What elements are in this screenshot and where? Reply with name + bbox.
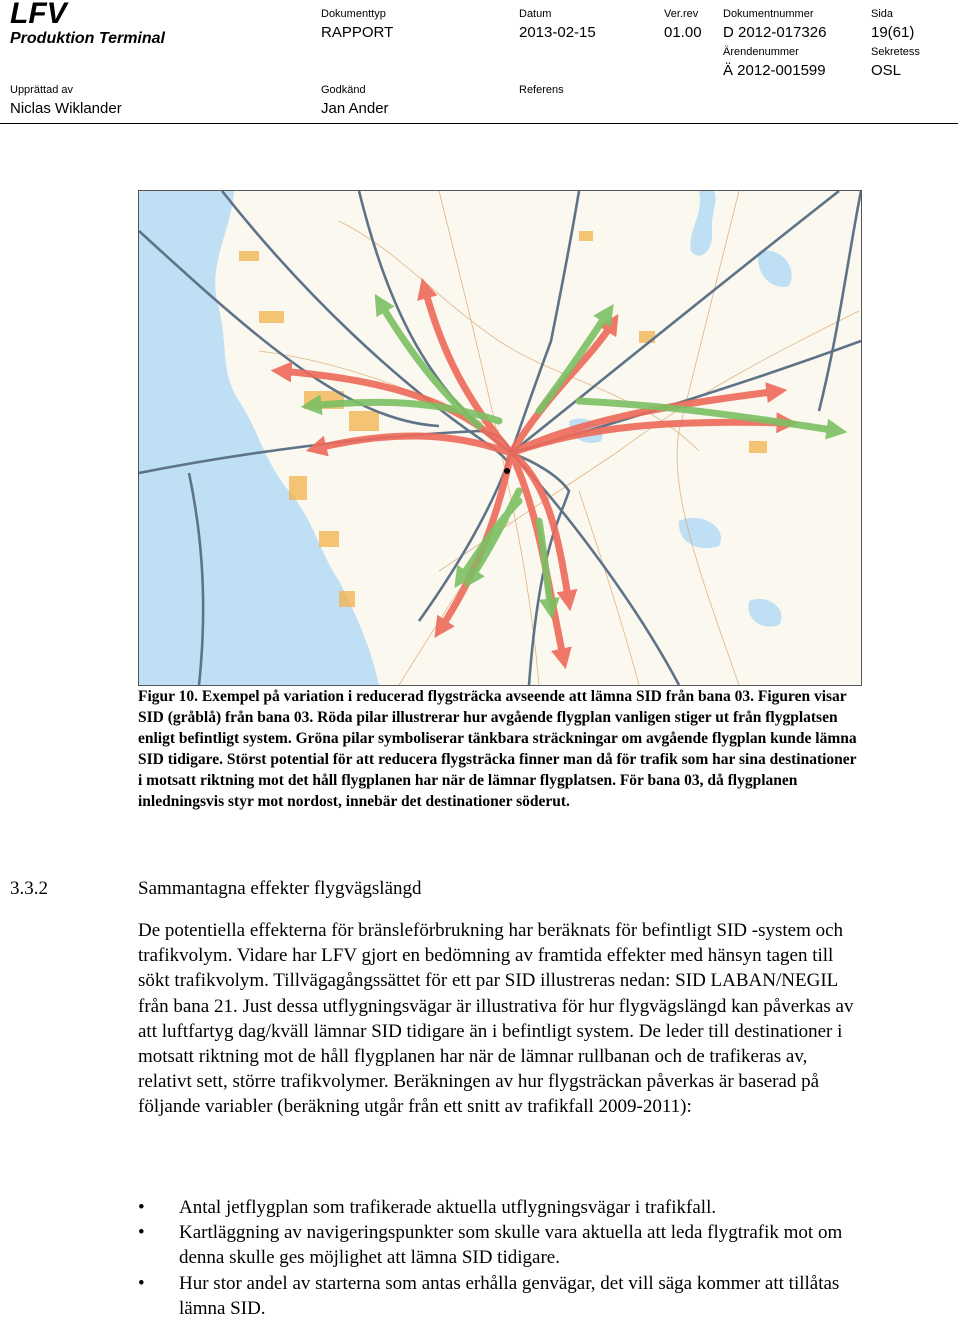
section-number: 3.3.2 [10,878,48,899]
section-title: Sammantagna effekter flygvägslängd [138,878,422,899]
docnum-label: Dokumentnummer [723,8,814,20]
list-item [138,1271,858,1321]
approved-label: Godkänd [321,84,366,96]
bullet-icon: • [138,1197,145,1218]
page-label: Sida [871,8,894,20]
lfv-logo: LFV [10,0,67,30]
list-item-text: Kartläggning av navigeringspunkter som skulle vara aktuella att leda flygtrafik mot om denna skulle ges möjlighet att lämna SID tidigare. [179,1222,843,1269]
date-value: 2013-02-15 [519,24,596,41]
docnum-value: D 2012-017326 [723,24,827,41]
sid-map [139,191,861,685]
rev-label: Ver.rev [664,8,699,20]
rev-value: 01.00 [664,24,702,41]
airport-marker [504,468,510,474]
author-label: Upprättad av [10,84,73,96]
bullet-icon: • [138,1222,145,1244]
figure-caption: Figur 10. Exempel på variation i reducerad flygsträcka avseende att lämna SID från bana 03. Figuren visar SID (gråblå) från bana 03. Röda pilar illustrerar hur avgående flygplan vanligen stiger ut från flygplatsen enligt befintligt system. Gröna pilar symboliserar tänkbara sträckningar om avgående flygplan kunde lämna SID tidigare. Störst potential för att reducera flygsträcka finner man då för trafik som har sina destinationer i motsatt riktning mot det håll flygplanen har när de lämnar flygplatsen. För bana 03, då flygplanen inledningsvis styr mot nordost, innebär det destinationer söderut. [138,688,857,810]
author-value: Niclas Wiklander [10,100,122,117]
page-number: 19(61) [871,24,915,41]
header-rule [0,123,958,124]
unit-name: Produktion Terminal [10,30,165,47]
bullet-list [138,1195,858,1321]
list-item [138,1195,858,1220]
sid-map-figure [138,190,862,686]
case-value: Ä 2012-001599 [723,62,826,79]
reference-label: Referens [519,84,564,96]
approved-value: Jan Ander [321,100,389,117]
secrecy-label: Sekretess [871,46,920,58]
bullet-icon: • [138,1272,145,1294]
doctype-value: RAPPORT [321,24,394,41]
doctype-label: Dokumenttyp [321,8,386,20]
list-item-text: Antal jetflygplan som trafikerade aktuella utflygningsvägar i trafikfall. [179,1197,717,1218]
list-item-text: Hur stor andel av starterna som antas erhålla genvägar, det vill säga kommer att tillåtas lämna SID. [179,1272,840,1319]
case-label: Ärendenummer [723,46,799,58]
section-paragraph: De potentiella effekterna för bränsleförbrukning har beräknats för befintligt SID -system och trafikvolym. Vidare har LFV gjort en bedömning av framtida effekter med hänsyn tagen till sökt trafikvolym. Tillvägagångssättet för ett par SID illustreras nedan: SID LABAN/NEGIL från bana 21. Just dessa utflygningsvägar är illustrativa för hur flygvägslängd kan påverkas av att luftfartyg dag/kväll lämnar SID tidigare än i befintligt system. De leder till destinationer i motsatt riktning mot de håll flygplanen har när de lämnar rullbanan och de trafikeras av, relativt sett, större trafikvolymer. Beräkningen av hur flygsträckan påverkas är baserad på följande variabler (beräkning utgår från ett snitt av trafikfall 2009-2011): [138,920,854,1118]
secrecy-value: OSL [871,62,902,79]
date-label: Datum [519,8,552,20]
list-item [138,1220,858,1270]
